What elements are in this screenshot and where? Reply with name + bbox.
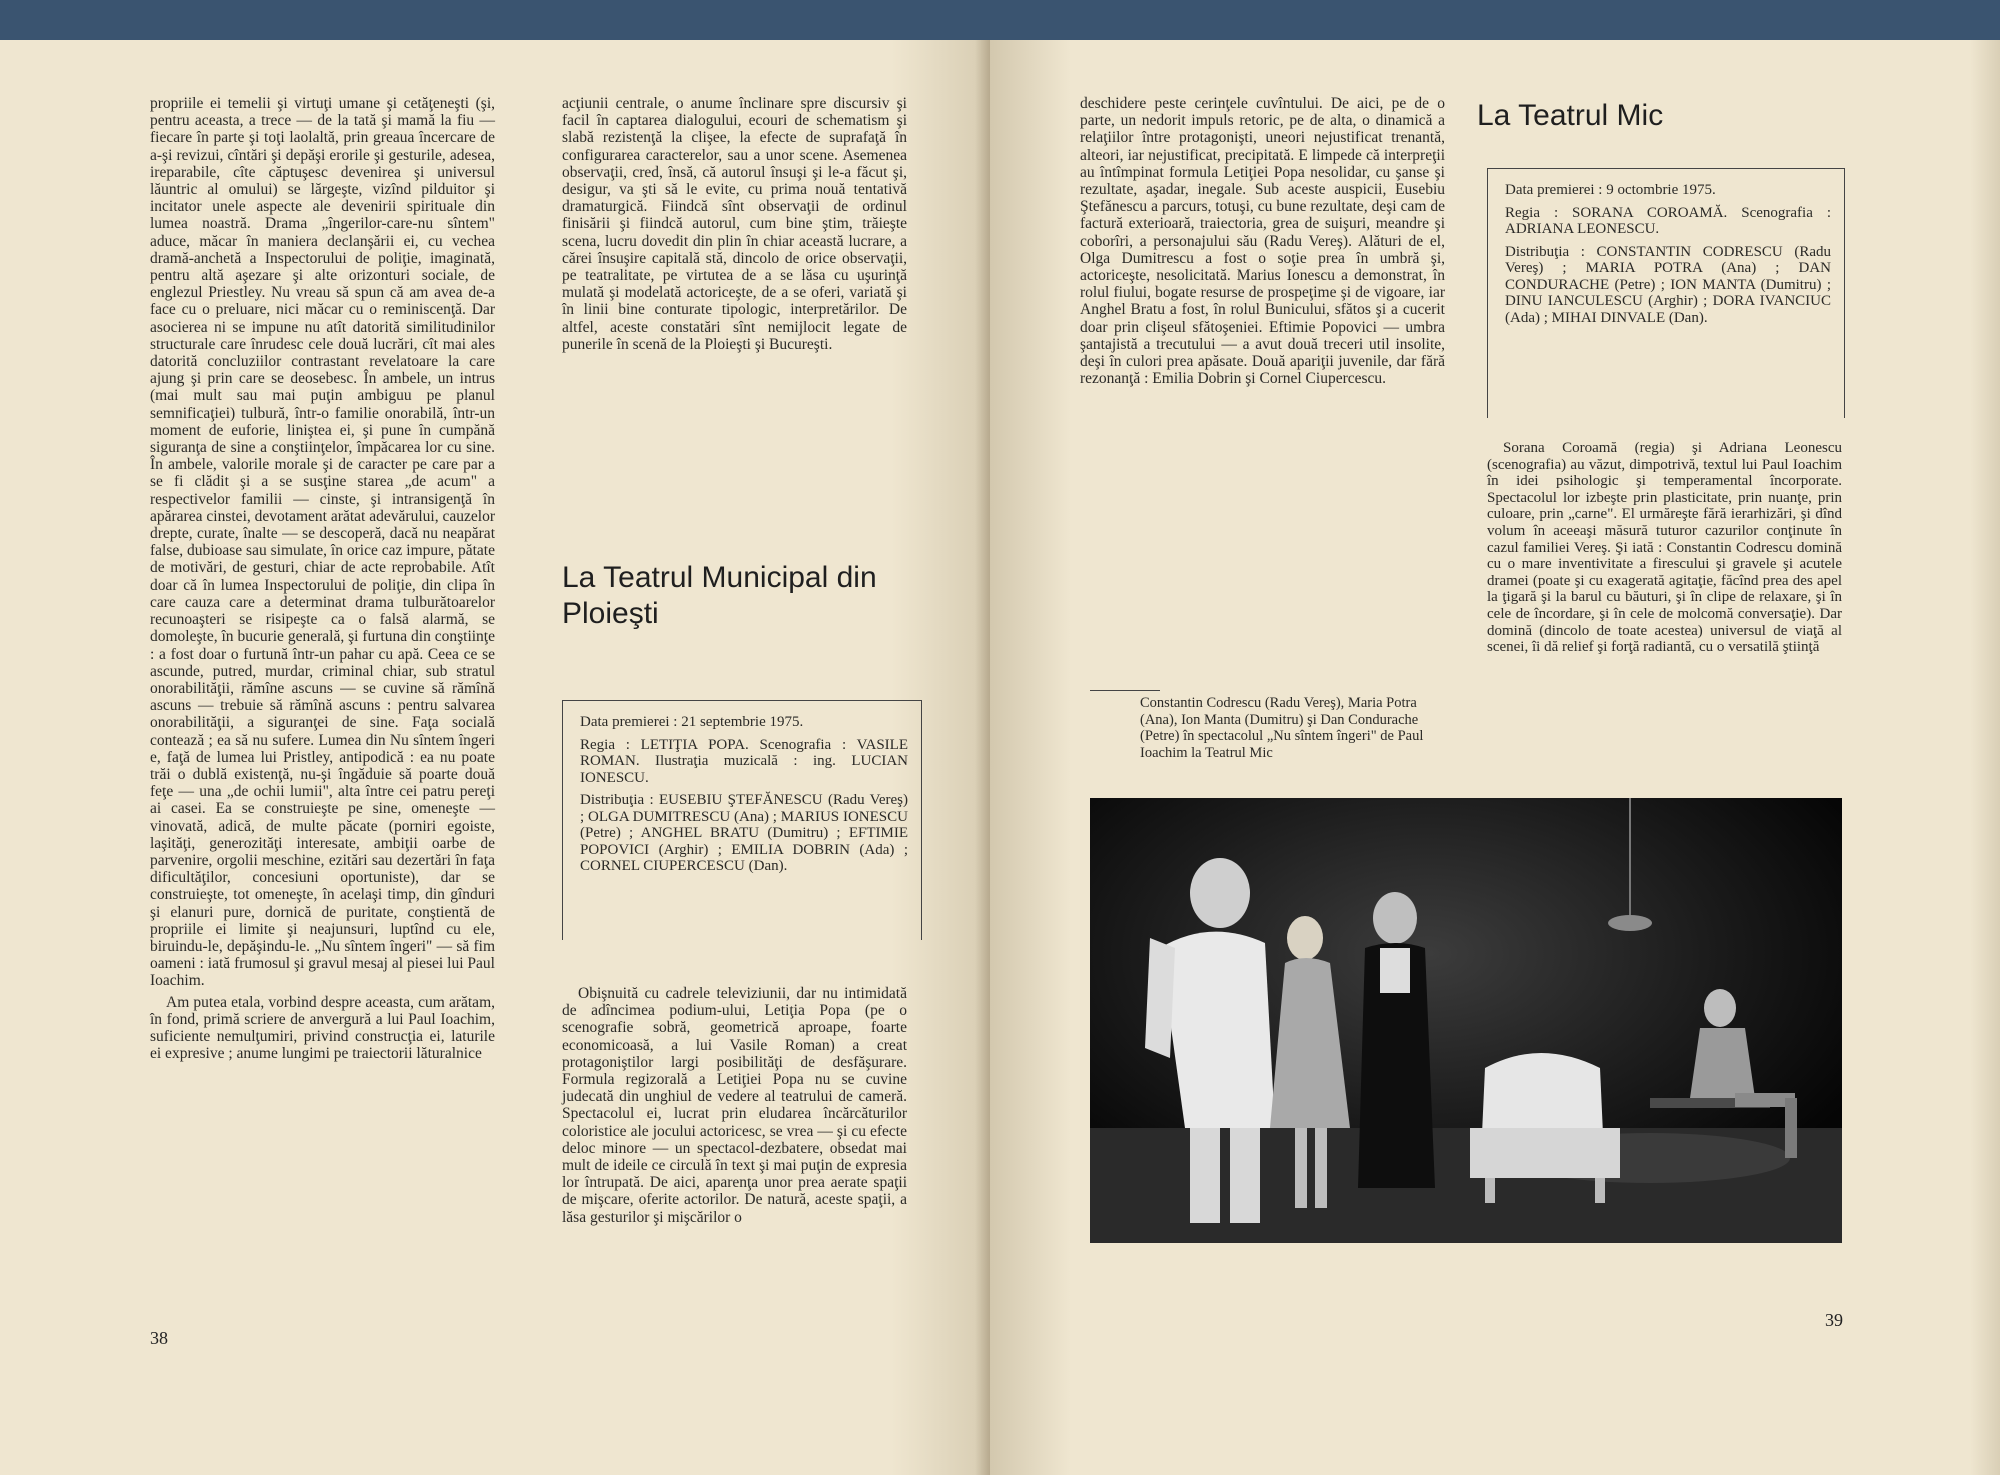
left-page <box>0 40 990 1475</box>
right-col1-paragraph: deschidere peste cerinţele cuvîntului. De aici, pe de o parte, un nedorit impuls retoric, pe de alta, o dinamică a relaţiilor între protagonişti, uneori nejustificat trenantă, alteori, iar nejustificat, precipitată. E limpede că interpreţii au întîmpinat formula Letiţiei Popa nesolidar, cu şanse şi rezultate, aşadar, inegale. Sub aceste auspicii, Eusebiu Ştefănescu a parcurs, totuşi, cu bune rezultate, deşi cam de factură exterioară, traiectoria, grea de suişuri, meandre şi coborîri, a personajului său (Radu Vereş). Alături de el, Olga Dumitrescu a fost o soţie prea în umbră şi, actoriceşte, nesolicitată. Marius Ionescu a demonstrat, în rolul fiului, bogate resurse de prospeţime şi de vigoare, iar Anghel Bratu a fost, în rolul Bunicului, sfătos şi a cucerit doar prin clişeul sfătoşeniei. Eftimie Popovici — umbra şantajistă a trecutului — a avut două treceri util insolite, deşi în culori prea apăsate. Două apariţii juvenile, dar fără rezonanţă : Emilia Dobrin şi Cornel Ciupercescu. <box>1080 95 1445 388</box>
infobox-border-left <box>562 700 563 940</box>
caption-rule <box>1090 690 1160 691</box>
infobox-credits: Regia : SORANA COROAMĂ. Scenografia : ADRIANA LEONESCU. <box>1505 204 1831 237</box>
infobox-border-top <box>1487 168 1845 169</box>
right-col2-paragraph: Sorana Coroamă (regia) şi Adriana Leonescu (scenografia) au văzut, dimpotrivă, textul lui Paul Ioachim în idei psihologic şi temperamental încorporate. Spectacolul lor izbeşte prin plasticitate, prin nuanţe, prin culoare, prin „carne". El urmăreşte fără ierarhizări, şi dînd volum în aceeaşi măsură tuturor cazurilor conţinute în cazul familiei Vereş. Şi iată : Constantin Codrescu domină cu o mare inventivitate a firescului şi gravele şi acutele dramei (poate şi cu exagerată agitaţie, făcînd prea des apel la ţigară şi la barul cu băuturi, şi în clipe de relaxare, şi în cele de încordare, şi în cele de molcomă conversaţie). Dar domină (dincolo de toate acestea) universul de viaţă al scenei, îi dă relief şi forţă radiantă, cu o versatilă ştiinţă <box>1487 440 1842 656</box>
left-col1-paragraph-2: Am putea etala, vorbind despre aceasta, cum arătam, în fond, primă scriere de anvergură a lui Paul Ioachim, suficiente nemulţumiri, privind construcţia ei, laturile ei expresive ; anume lungimi pe traiectorii lăturalnice <box>150 993 495 1063</box>
left-col2-bottom-paragraph: Obişnuită cu cadrele televiziunii, dar nu intimidată de adîncimea podium-ului, Letiţia Popa (pe o scenografie sobră, geometrică aproape, foarte economicoasă, a lui Vasile Roman) a creat protagoniştilor largi posibilităţi de desfăşurare. Formula regizorală a Letiţiei Popa nu se cuvine judecată din unghiul de vedere al teatrului de cameră. Spectacolul ei, lucrat prin eludarea încărcăturilor coloristice ale jocului actoricesc, se vrea — şi cu efecte deloc minore — un spectacol-dezbatere, obsedat mai mult de ideile ce circulă în text şi mai puţin de expresia lor întrupată. De aici, aparenţa unor prea aerate spaţii de mişcare, oferite actorilor. De natură, aceste spaţii, a lăsa gesturilor şi mişcărilor o <box>562 985 907 1226</box>
page-number-right: 39 <box>1825 1310 1843 1330</box>
infobox-ploiesti <box>562 700 922 940</box>
magazine-spread <box>0 40 2000 1475</box>
left-col1-paragraph-1: propriile ei temelii şi virtuţi umane şi cetăţeneşti (şi, pentru aceasta, a trece — de la tată şi mamă la fiu — fiecare în parte şi toţi laolaltă, prin greaua încercare de a-şi revizui, cîntări şi depăşi erorile şi gesturile, adesea, ireparabile, cîte căptuşesc devenirea şi universul lăuntric al omului) se lărgeşte, vizînd pilduitor şi incitator unele aspecte ale devenirii spirituale din lumea noastră. Drama „îngerilor-care-nu sîntem" aduce, măcar în maniera declanşării ei, cu vechea dramă-anchetă a Inspectorului de poliţie, imaginată, pentru altă aşezare şi alte orizonturi sociale, de englezul Priestley. Nu vreau să spun că am avea de-a face cu o preluare, nici măcar cu o reminiscenţă. Dar asocierea ni se impune nu atît datorită similitudinilor structurale care înrudesc cele două lucrări, cît mai ales datorită concluziilor contrastant revelatoare la care ajung şi prin care se deosebesc. În ambele, un intrus (mai mult sau mai puţin ambiguu pe planul semnificaţiei) tulbură, într-o familie onorabilă, într-un moment de euforie, liniştea ei, şi pune în cumpănă siguranţa de sine a conştiinţelor, împăcarea lor cu sine. În ambele, valorile morale şi de caracter pe care par a se fi clădit şi a se susţine starea „de acum" a respectivelor familii — cinste, şi intransigenţă în apărarea cinstei, devotament arătat adevărului, cauzelor drepte, curate, înalte — se descoperă, dacă nu neapărat false, dubioase sau simulate, în orice caz impure, pătate de motivări, de gesturi, chiar de acte reprobabile. Atît doar că în lumea Inspectorului de poliţie, din clipa în care cauza care a determinat drama tulburătoarelor recunoaşteri se risipeşte ca o falsă alarmă, se domoleşte, în bucurie generală, şi furtuna din conştiinţe : a fost doar o furtună într-un pahar cu apă. Ceea ce se ascunde, putred, murdar, criminal chiar, sub stratul onorabilităţii, rămîne ascuns — se cuvine să rămînă ascuns — trebuie să rămînă ascuns : pentru salvarea onorabilităţii, a siguranţei de sine. Faţa socială contează ; ea să nu sufere. Lumea din Nu sîntem îngeri e, faţă de lumea lui Pristley, antipodică : ea nu poate trăi o dublă existenţă, nu-şi îngăduie să poarte două feţe — una „de ochii lumii", alta între cei patru pereţi ai casei. Ea se construieşte pe sine, omeneşte — vinovată, adică, de multe păcate (porniri egoiste, laşităţi, generozităţi interesate, ambiţii oarbe de parvenire, orgolii meschine, ezitări sau dezertări în faţa dificultăţilor, concesiuni oportuniste), dar se construieşte, tot omeneşte, în acelaşi timp, din gînduri şi elanuri pure, dornică de puritate, conştientă de propriile ei limite şi neajunsuri, luptînd cu ele, biruindu-le, depăşindu-le. „Nu sîntem îngeri" — să fim oameni : iată frumosul şi gravul mesaj al piesei lui Paul Ioachim. <box>150 95 495 990</box>
infobox-cast: Distribuţia : CONSTANTIN CODRESCU (Radu Vereş) ; MARIA POTRA (Ana) ; DAN CONDURACHE (Petre) ; ION MANTA (Dumitru) ; DINU IANCULESCU (Arghir) ; DORA IVANCIUC (Ada) ; MIHAI DINVALE (Dan). <box>1505 243 1831 326</box>
headline-teatrul-mic: La Teatrul Mic <box>1477 99 1664 132</box>
headline-teatrul-municipal: La Teatrul Municipal din Ploieşti <box>562 561 877 630</box>
left-col2-top-paragraph: acţiunii centrale, o anume înclinare spre discursiv şi facil în captarea dialogului, ecouri de schematism şi slabă rezistenţă la clişee, la efecte de suprafaţă în configurarea caracterelor, sau a unor scene. Asemenea observaţii, cred, însă, că autorul însuşi şi le-a făcut şi, desigur, va şti să le evite, cu prima nouă tentativă dramaturgică. Fiindcă sînt observaţii de ordinul finisării şi fiindcă autorul, cum bine ştim, trăieşte scena, lucru dovedit din plin în chiar această lucrare, a cărei însuşire capitală stă, dincolo de orice observaţii, pe teatralitate, pe virtutea de a se lăsa cu uşurinţă mulată şi modelată actoriceşte, de a se oferi, variată şi în linii bine conturate tipologic, interpretărilor. De altfel, aceste constatări sînt nemijlocit legate de punerile în scenă de la Ploieşti şi Bucureşti. <box>562 95 907 353</box>
infobox-premiere-date: Data premierei : 21 septembrie 1975. <box>580 714 804 730</box>
infobox-border-right <box>1844 168 1845 418</box>
left-column-2-bottom <box>562 985 907 1230</box>
stage-photo <box>1090 798 1842 1243</box>
infobox-credits: Regia : LETIŢIA POPA. Scenografia : VASILE ROMAN. Ilustraţia muzicală : ing. LUCIAN IONESCU. <box>580 736 908 786</box>
infobox-cast: Distribuţia : EUSEBIU ŞTEFĂNESCU (Radu Vereş) ; OLGA DUMITRESCU (Ana) ; MARIUS IONESCU (Petre) ; ANGHEL BRATU (Dumitru) ; EFTIMIE POPOVICI (Arghir) ; EMILIA DOBRIN (Ada) ; CORNEL CIUPERCESCU (Dan). <box>580 792 908 874</box>
right-page <box>990 40 2000 1475</box>
infobox-border-left <box>1487 168 1488 418</box>
infobox-teatrul-mic <box>1487 168 1845 418</box>
lamp-shade <box>1608 915 1652 931</box>
photo-caption: Constantin Codrescu (Radu Vereş), Maria Potra (Ana), Ion Manta (Dumitru) şi Dan Condurache (Petre) în spectacolul „Nu sîntem îngeri" de Paul Ioachim la Teatrul Mic <box>1140 695 1424 761</box>
left-column-2-top <box>562 95 907 357</box>
left-column-1 <box>150 95 495 1066</box>
infobox-border-top <box>562 700 922 701</box>
right-column-1 <box>1080 95 1445 391</box>
page-number-left: 38 <box>150 1328 168 1348</box>
infobox-border-right <box>921 700 922 940</box>
stage-photo-image <box>1090 798 1842 1243</box>
right-column-2 <box>1487 440 1842 660</box>
infobox-premiere-date: Data premierei : 9 octombrie 1975. <box>1505 182 1716 198</box>
